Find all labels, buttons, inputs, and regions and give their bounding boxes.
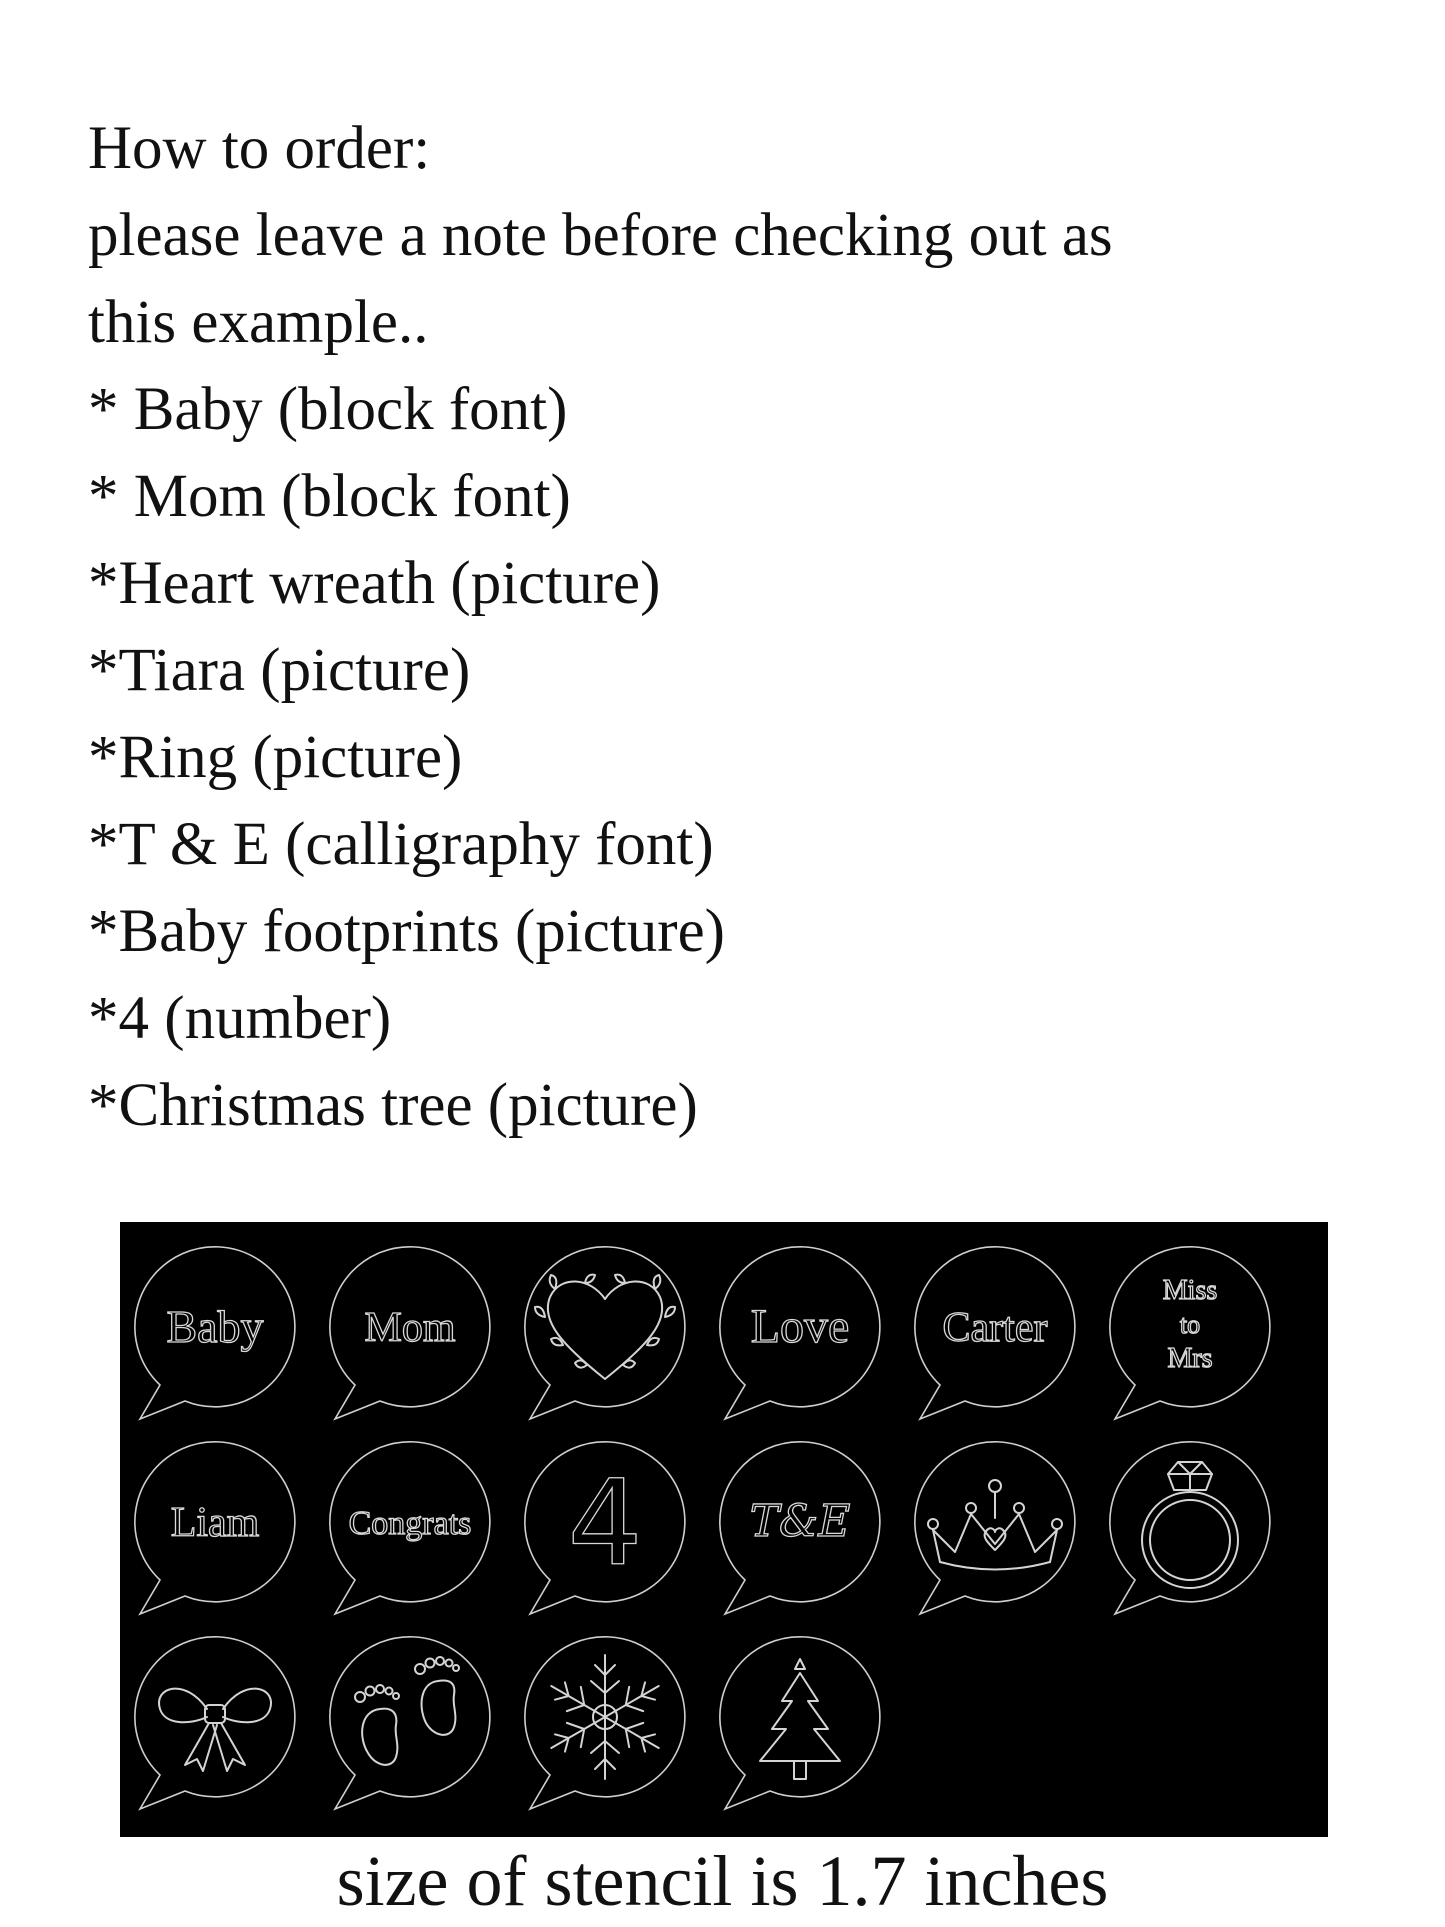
stencil-baby-text: Baby (166, 1301, 264, 1352)
stencil-mom (330, 1247, 490, 1419)
stencil-ring (1110, 1442, 1270, 1614)
stencil-to-text: to (1179, 1310, 1201, 1339)
instructions-intro-line-1: please leave a note before checking out as (88, 202, 1113, 269)
example-item-baby: * Baby (block font) (88, 376, 568, 443)
instructions-intro-line-2: this example.. (88, 289, 429, 356)
stencil-love-text: Love (750, 1300, 850, 1353)
order-instructions (88, 105, 1388, 1149)
stencil-monogram-text: T&E (749, 1496, 851, 1547)
stencil-number-four (525, 1442, 685, 1614)
stencil-mrs-text: Mrs (1167, 1343, 1213, 1374)
example-item-christmas-tree: *Christmas tree (picture) (88, 1072, 698, 1139)
stencil-miss-text: Miss (1162, 1275, 1218, 1306)
stencil-love (720, 1247, 880, 1419)
stencil-bow (135, 1637, 295, 1809)
stencil-liam (135, 1442, 295, 1614)
example-item-monogram: *T & E (calligraphy font) (88, 811, 714, 878)
stencil-baby (135, 1247, 295, 1419)
example-item-ring: *Ring (picture) (88, 724, 463, 791)
example-item-tiara: *Tiara (picture) (88, 637, 471, 704)
stencil-sheet-graphic (120, 1222, 1328, 1837)
stencil-size-caption: size of stencil is 1.7 inches (336, 1841, 1109, 1921)
snowflake-icon (544, 1655, 665, 1779)
baby-footprints-icon (355, 1657, 459, 1765)
stencil-snowflake (525, 1637, 685, 1809)
stencil-congrats-text: Congrats (348, 1505, 472, 1542)
stencil-monogram (720, 1442, 880, 1614)
stencil-liam-text: Liam (170, 1500, 260, 1546)
ring-icon (1142, 1462, 1238, 1588)
stencil-mom-text: Mom (364, 1305, 456, 1351)
example-item-number: *4 (number) (88, 985, 392, 1052)
instructions-heading: How to order: (88, 115, 431, 182)
example-item-footprints: *Baby footprints (picture) (88, 898, 725, 965)
stencil-baby-footprints (330, 1637, 490, 1809)
stencil-number-four-text: 4 (567, 1454, 643, 1592)
heart-wreath-icon (535, 1275, 675, 1379)
stencil-tiara (915, 1442, 1075, 1614)
stencil-christmas-tree (720, 1637, 880, 1809)
example-item-mom: * Mom (block font) (88, 463, 571, 530)
christmas-tree-icon (760, 1659, 840, 1779)
stencil-carter-text: Carter (942, 1305, 1048, 1351)
stencil-congrats (330, 1442, 490, 1614)
stencil-carter (915, 1247, 1075, 1419)
stencil-heart-wreath (525, 1247, 685, 1419)
stencil-sheet (120, 1222, 1328, 1837)
tiara-icon (928, 1480, 1062, 1570)
example-item-heart-wreath: *Heart wreath (picture) (88, 550, 661, 617)
bow-icon (159, 1689, 271, 1771)
stencil-miss-to-mrs (1110, 1247, 1270, 1419)
